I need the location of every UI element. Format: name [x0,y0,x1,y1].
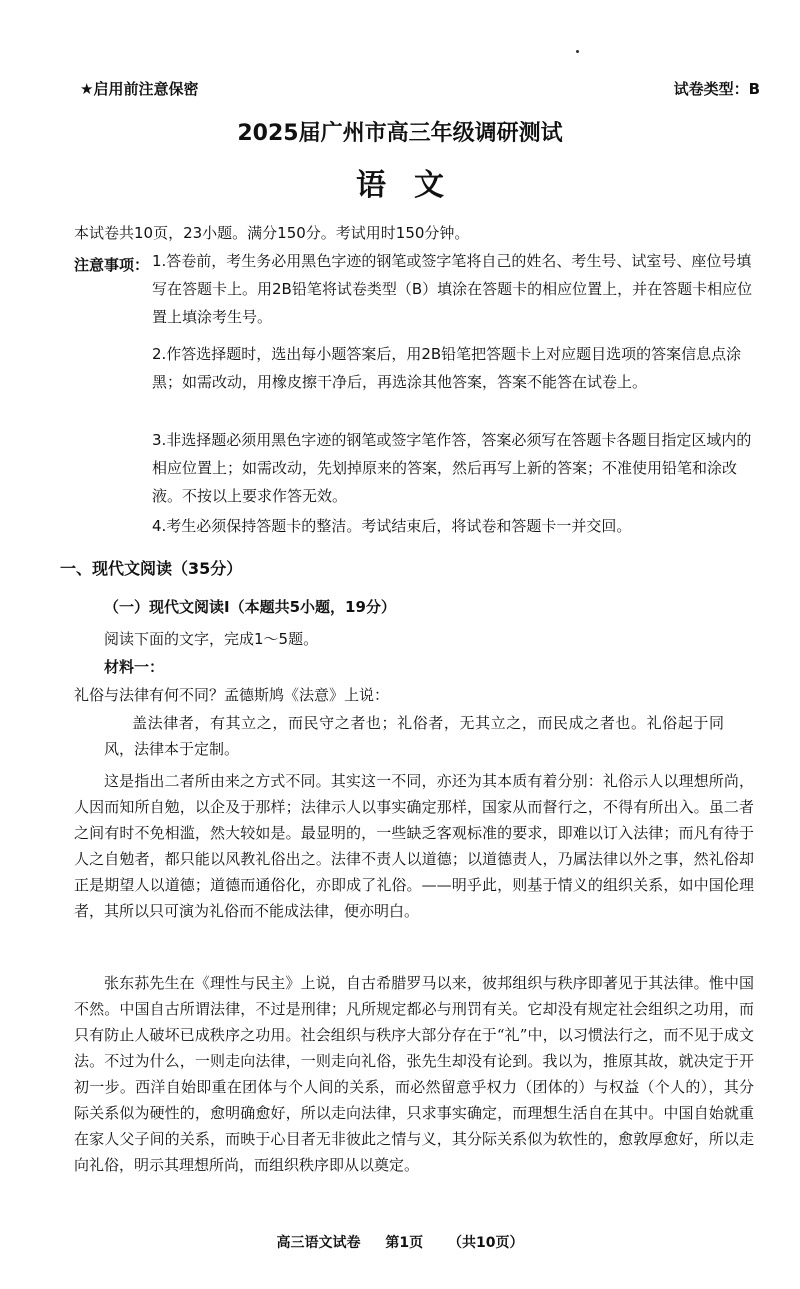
exam-info: 本试卷共10页，23小题。满分150分。考试用时150分钟。 [74,224,470,242]
paper-type-label: 试卷类型：B [673,80,760,98]
footer-total-pages: （共10页） [448,1235,524,1251]
exam-title: 2025届广州市高三年级调研测试 [237,121,563,146]
section-title: 一、现代文阅读（35分） [60,559,243,578]
note-item-4: 4.考生必须保持答题卡的整洁。考试结束后，将试卷和答题卡一并交回。 [152,517,632,535]
reading-instruction: 阅读下面的文字，完成1～5题。 [104,630,319,648]
confidential-mark: ★启用前注意保密 [80,80,199,98]
scan-speck [576,50,579,53]
subsection-title: （一）现代文阅读Ⅰ（本题共5小题，19分） [104,598,396,616]
note-item-1: 1.答卷前，考生务必用黑色字迹的钢笔或签字笔将自己的姓名、考生号、试室号、座位号填写在答题卡上。用2B铅笔将试卷类型（B）填涂在答题卡的相应位置上，并在答题卡相应位置上填涂考生号。 [152,252,753,326]
subject-title: 语文 [356,168,472,203]
header-bar [70,78,760,100]
page-footer [0,1232,800,1252]
passage-paragraph-1: 这是指出二者所由来之方式不同。其实这一不同，亦还为其本质有着分别：礼俗示人以理想所尚，人因而知所自勉，以企及于那样；法律示人以事实确定那样，国家从而督行之，不得有所出入。虽二者之间有时不免相滥，然大较如是。最显明的，一些缺乏客观标准的要求，即难以订入法律；而凡有待于人之自勉者，都只能以风教礼俗出之。法律不责人以道德；以道德责人，乃属法律以外之事，然礼俗却正是期望人以道德；道德而通俗化，亦即成了礼俗。——明乎此，则基于情义的组织关系，如中国伦理者，其所以只可演为礼俗而不能成法律，便亦明白。 [74,772,754,920]
passage-intro: 礼俗与法律有何不同？孟德斯鸠《法意》上说： [74,686,390,704]
footer-page-number: 第1页 [385,1235,424,1251]
note-item-2: 2.作答选择题时，选出每小题答案后，用2B铅笔把答题卡上对应题目选项的答案信息点涂黑；如需改动，用橡皮擦干净后，再选涂其他答案，答案不能答在试卷上。 [152,345,742,391]
passage-quote: 盖法律者，有其立之，而民守之者也；礼俗者，无其立之，而民成之者也。礼俗起于同风，法律本于定制。 [104,714,724,758]
note-item-3: 3.非选择题必须用黑色字迹的钢笔或签字笔作答，答案必须写在答题卡各题目指定区域内的相应位置上；如需改动，先划掉原来的答案，然后再写上新的答案；不准使用铅笔和涂改液。不按以上要求作答无效。 [152,431,752,505]
passage-paragraph-2: 张东荪先生在《理性与民主》上说，自古希腊罗马以来，彼邦组织与秩序即著见于其法律。惟中国不然。中国自古所谓法律，不过是刑律；凡所规定都必与刑罚有关。它却没有规定社会组织之功用，而只有防止人破坏已成秩序之功用。社会组织与秩序大部分存在于“礼”中，以习惯法行之，而不见于成文法。不过为什么，一则走向法律，一则走向礼俗，张先生却没有论到。我以为，推原其故，就决定于开初一步。西洋自始即重在团体与个人间的关系，而必然留意乎权力（团体的）与权益（个人的），其分际关系似为硬性的，愈明确愈好，所以走向法律，只求事实确定，而理想生活自在其中。中国自始就重在家人父子间的关系，而映于心目者无非彼此之情与义，其分际关系似为软性的，愈敦厚愈好，所以走向礼俗，明示其理想所尚，而组织秩序即从以奠定。 [74,974,754,1174]
notes-label: 注意事项： [74,256,150,274]
material-label: 材料一： [104,658,165,676]
footer-paper-name: 高三语文试卷 [276,1235,361,1251]
